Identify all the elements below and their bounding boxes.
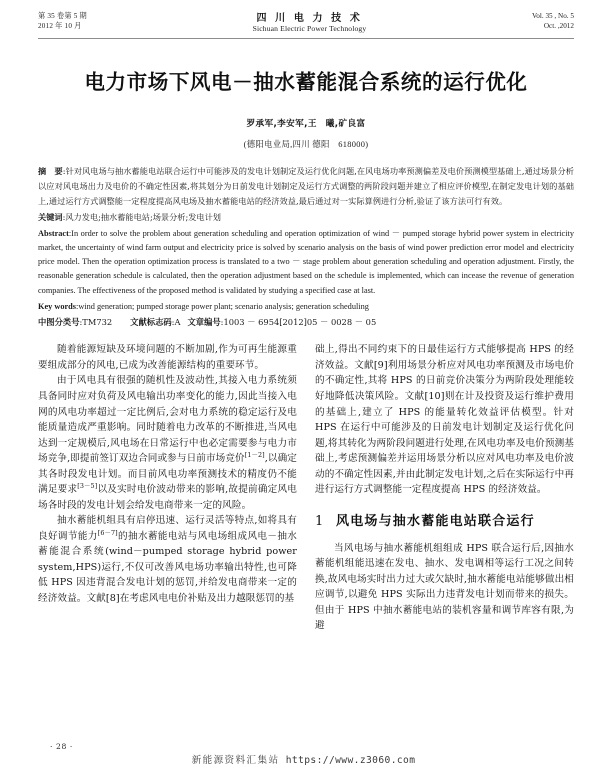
paragraph — [315, 342, 574, 497]
journal-masthead — [87, 9, 532, 33]
volume-issue-cn: 第 35 卷第 5 期 — [38, 12, 87, 20]
body-column-left — [38, 342, 297, 634]
citation-ref: [1－2] — [244, 450, 265, 459]
paragraph-text: 随着能源短缺及环境问题的不断加剧,作为可再生能源重要组成部分的风电,已成为改善能源结构的重要环节。 — [38, 344, 297, 371]
abstract-en-text: :In order to solve the problem about generation scheduling and operation optimization of wind － pumped storage hybrid power system in electricity market, the uncertainty of wind farm output and electricity price is solved by scenario analysis on the basis of wind power prediction error model and electricity price model. Then the operation optimization process is translated to a two － stage problem about generation scheduling and operation adjustment. Firstly, the reasonable generation schedule is calculated, then the operation adjustment based on the schedule is implemented, which can incease the revenue of generation companies. The effectiveness of the proposed method is validated by studying a specified case at last. — [38, 228, 574, 295]
clc-value: :TM732 — [79, 317, 113, 328]
paragraph-text: 的抽水蓄能电站与风电场组成风电－抽水蓄能混合系统(wind－pumped storage hybrid power system,HPS)运行,不仅可改善风电场功率输出特性,也可降低 HPS 因违背混合发电计划的惩罚,并给发电商带来一定的经济效益。文献[8]在考虑风电电价补贴及出力越限惩罚的基 — [38, 530, 297, 604]
abstract-cn-label: 摘 要 — [38, 166, 63, 176]
paragraph — [315, 541, 574, 634]
article-id-value: :1003 － 6954[2012]05 － 0028 － 05 — [220, 317, 377, 328]
keywords-en — [38, 300, 574, 314]
abstract-cn — [38, 164, 574, 209]
running-head-left — [38, 10, 87, 31]
section-heading-1 — [315, 511, 574, 532]
paragraph — [38, 513, 297, 606]
running-head — [38, 10, 574, 36]
article-authors: 罗承军,李安军,王 曦,矿良富 — [246, 119, 366, 129]
keywords-en-text: :wind generation; pumped storage power plant; scenario analysis; generation scheduling — [76, 302, 369, 312]
journal-title-en: Sichuan Electric Power Technology — [252, 24, 367, 33]
keywords-cn-text: :风力发电;抽水蓄能电站;场景分析;发电计划 — [62, 211, 221, 222]
paragraph-text: 当风电场与抽水蓄能机组组成 HPS 联合运行后,因抽水蓄能机组能迅速在发电、抽水、发电调相等运行工况之间转换,故风电场实时出力过大或欠缺时,抽水蓄能电站能够做出相应调节,以避免 HPS 实际出力违背发电计划而带来的损失。但由于 HPS 中抽水蓄能电站的装机容量和调节库容有限,为避 — [315, 542, 574, 632]
document-code-label: 文献标志码 — [130, 317, 172, 328]
paragraph-text: 抽水蓄能机组具有启停迅速、运行灵活等特点,如将具有良好调节能力 — [38, 515, 297, 542]
abstract-cn-text: :针对风电场与抽水蓄能电站联合运行中可能涉及的发电计划制定及运行优化问题,在风电场功率预测偏差及电价预测模型基础上,通过场景分析以应对风电场出力及电价的不确定性因素,将其划分为日前发电计划制定及运行方式调整的两阶段问题并建立了相应评价模型,在制定发电计划的基础上,通过运行方式调整能一定程度提高风电场及抽水蓄能电站的经济效益,最后通过对一实际算例进行分析,验证了该方法可行有效。 — [38, 166, 574, 206]
keywords-cn — [38, 210, 574, 225]
watermark-site-name: 新能源资料汇集站 — [191, 755, 280, 766]
issue-date-en: Oct. ,2012 — [543, 22, 574, 31]
paragraph-text: ,以确定其各时段发电计划。而目前风电功率预测技术的精度仍不能满足要求 — [38, 453, 298, 496]
keywords-cn-label: 关键词 — [38, 211, 63, 222]
document-code-value: :A — [171, 317, 181, 328]
citation-ref: [3－5] — [77, 481, 98, 490]
paragraph — [38, 342, 297, 373]
body-columns — [38, 342, 574, 634]
issue-date-cn: 2012 年 10 月 — [38, 22, 82, 31]
section-title: 风电场与抽水蓄能电站联合运行 — [336, 513, 535, 529]
body-column-right — [315, 342, 574, 634]
clc-label: 中图分类号 — [38, 317, 80, 328]
classification-line — [38, 315, 574, 330]
keywords-en-label: Key words — [38, 302, 77, 312]
running-head-right — [532, 10, 574, 32]
abstract-en — [38, 227, 574, 298]
abstract-section — [38, 164, 574, 330]
paragraph-text: 由于风电具有很强的随机性及波动性,其接入电力系统须具备同时应对负荷及风电输出功率变化的能力,因此当接入电网的风电功率超过一定比例后,会对电力系统的稳定运行及电能质量造成严重影响。同时随着电力改革的不断推进,当风电达到一定规模后,风电场在日常运行中也必定需要参与电力市场竞争,即提前签订双边合同或参与日前市场竞价 — [38, 375, 297, 465]
page-number: · 28 · — [50, 742, 73, 751]
citation-ref: [6－7] — [97, 528, 118, 537]
watermark — [0, 752, 607, 766]
abstract-en-label: Abstract — [38, 228, 69, 238]
paragraph-text: 础上,得出不同约束下的日最佳运行方式能够提高 HPS 的经济效益。文献[9]利用场景分析应对风电功率预测及市场电价的不确定性,其将 HPS 的日前竞价决策分为两阶段处理能较好地降低决策风险。文献[10]则在计及投资及运行维护费用的基础上,建立了 HPS 的能量转化效益评估模型。针对 HPS 在运行中可能涉及的日前发电计划制定及运行优化问题,将其转化为两阶段问题进行处理,在风电功率及电价预测基础上,考虑预测偏差并运用场景分析以应对风电功率及电价波动的不确定性因素,并由此制定发电计划,之后在实际运行中再进行运行方式调整能一定程度提高 HPS 的经济效益。 — [315, 344, 574, 496]
volume-issue-en: Vol. 35 , No. 5 — [532, 12, 574, 20]
section-number: 1 — [315, 513, 325, 529]
author-affiliation: (德阳电业局,四川 德阳 618000) — [243, 140, 369, 149]
header-divider-rule — [38, 38, 574, 39]
watermark-url: https://www.z3060.com — [285, 755, 416, 766]
paragraph — [38, 373, 297, 513]
paragraph-text: 以及实时电价波动带来的影响,故提前确定风电场各时段的发电计划会给发电商带来一定的风险。 — [38, 484, 298, 511]
article-title: 电力市场下风电－抽水蓄能混合系统的运行优化 — [84, 70, 528, 94]
article-id-label: 文章编号 — [187, 317, 221, 328]
journal-title-cn: 四 川 电 力 技 术 — [256, 13, 363, 24]
